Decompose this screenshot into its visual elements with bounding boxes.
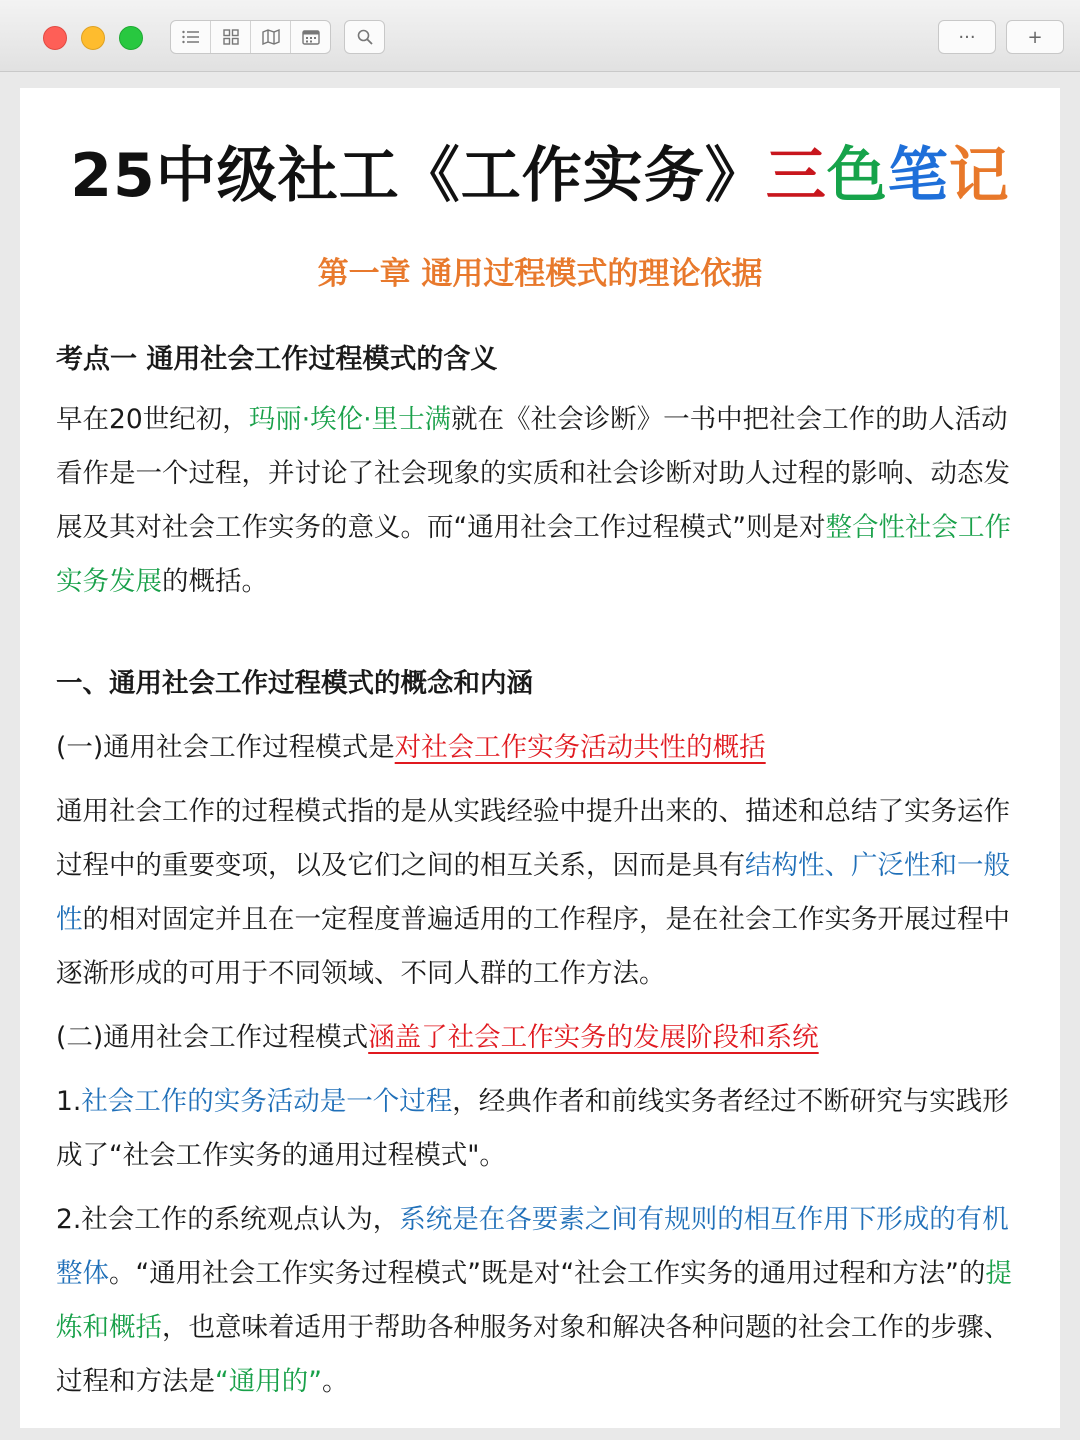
grid-icon (223, 29, 239, 45)
subsection-heading-2: (二)通用社会工作过程模式涵盖了社会工作实务的发展阶段和系统 (56, 1022, 819, 1053)
more-button[interactable] (938, 20, 996, 54)
highlight-blue: 社会工作的实务活动是一个过程 (81, 1086, 453, 1117)
title-char-red: 三 (765, 141, 827, 211)
title-char-blue: 笔 (887, 141, 949, 211)
highlight-green: “通用的” (215, 1366, 322, 1397)
title-char-green: 色 (826, 141, 888, 211)
close-window-button[interactable] (43, 26, 67, 50)
title-char-orange: 记 (948, 141, 1010, 211)
highlight-green: 提炼和概括 (56, 1258, 1012, 1343)
add-icon: + (1027, 26, 1043, 48)
search-button[interactable] (345, 21, 384, 53)
highlight-blue: 系统是在各要素之间有规则的相互作用下形成的有机整体 (56, 1204, 1009, 1289)
highlight-red: 对社会工作实务活动共性的概括 (394, 732, 766, 763)
note-content (56, 333, 1031, 1419)
map-view-button[interactable] (251, 21, 291, 53)
list-item-1: 1.社会工作的实务活动是一个过程，经典作者和前线实务者经过不断研究与实践形成了“社会工作实务的通用过程模式"。 (56, 1086, 1009, 1171)
point-heading: 考点一 通用社会工作过程模式的含义 (56, 344, 498, 375)
calendar-icon (302, 29, 320, 45)
list-icon (182, 30, 200, 44)
definition-paragraph: 通用社会工作的过程模式指的是从实践经验中提升出来的、描述和总结了实务运作过程中的重要变项，以及它们之间的相互关系，因而是具有结构性、广泛性和一般性的相对固定并且在一定程度普遍适用的工作程序，是在社会工作实务开展过程中逐渐形成的可用于不同领域、不同人群的工作方法。 (56, 796, 1010, 989)
view-toolbar (170, 20, 331, 54)
chapter-heading: 第一章 通用过程模式的理论依据 (317, 256, 763, 292)
section-heading: 一、通用社会工作过程模式的概念和内涵 (56, 668, 533, 699)
more-icon: ··· (958, 26, 976, 48)
highlight-blue: 结构性、广泛性和一般性 (56, 850, 1010, 935)
add-button[interactable] (1006, 20, 1064, 54)
zoom-window-button[interactable] (119, 26, 143, 50)
window-titlebar (0, 0, 1080, 72)
page-title (20, 128, 1060, 214)
calendar-view-button[interactable] (291, 21, 330, 53)
map-icon (262, 29, 280, 45)
highlight-green: 整合性社会工作实务发展 (56, 512, 1011, 597)
subsection-heading-1: (一)通用社会工作过程模式是对社会工作实务活动共性的概括 (56, 732, 766, 763)
note-page (20, 88, 1060, 1428)
highlight-green: 玛丽·埃伦·里士满 (248, 404, 452, 435)
highlight-red: 涵盖了社会工作实务的发展阶段和系统 (368, 1022, 819, 1053)
search-icon (357, 29, 373, 45)
search-toolbar (344, 20, 385, 54)
title-text: 25中级社工《工作实务》 (70, 141, 766, 211)
list-item-2: 2.社会工作的系统观点认为，系统是在各要素之间有规则的相互作用下形成的有机整体。“通用社会工作实务过程模式”既是对“社会工作实务的通用过程和方法”的提炼和概括，也意味着适用于帮助各种服务对象和解决各种问题的社会工作的步骤、过程和方法是“通用的”。 (56, 1204, 1012, 1397)
grid-view-button[interactable] (211, 21, 251, 53)
intro-paragraph: 早在20世纪初，玛丽·埃伦·里士满就在《社会诊断》一书中把社会工作的助人活动看作是一个过程，并讨论了社会现象的实质和社会诊断对助人过程的影响、动态发展及其对社会工作实务的意义。而“通用社会工作过程模式”则是对整合性社会工作实务发展的概括。 (56, 404, 1011, 597)
list-view-button[interactable] (171, 21, 211, 53)
minimize-window-button[interactable] (81, 26, 105, 50)
